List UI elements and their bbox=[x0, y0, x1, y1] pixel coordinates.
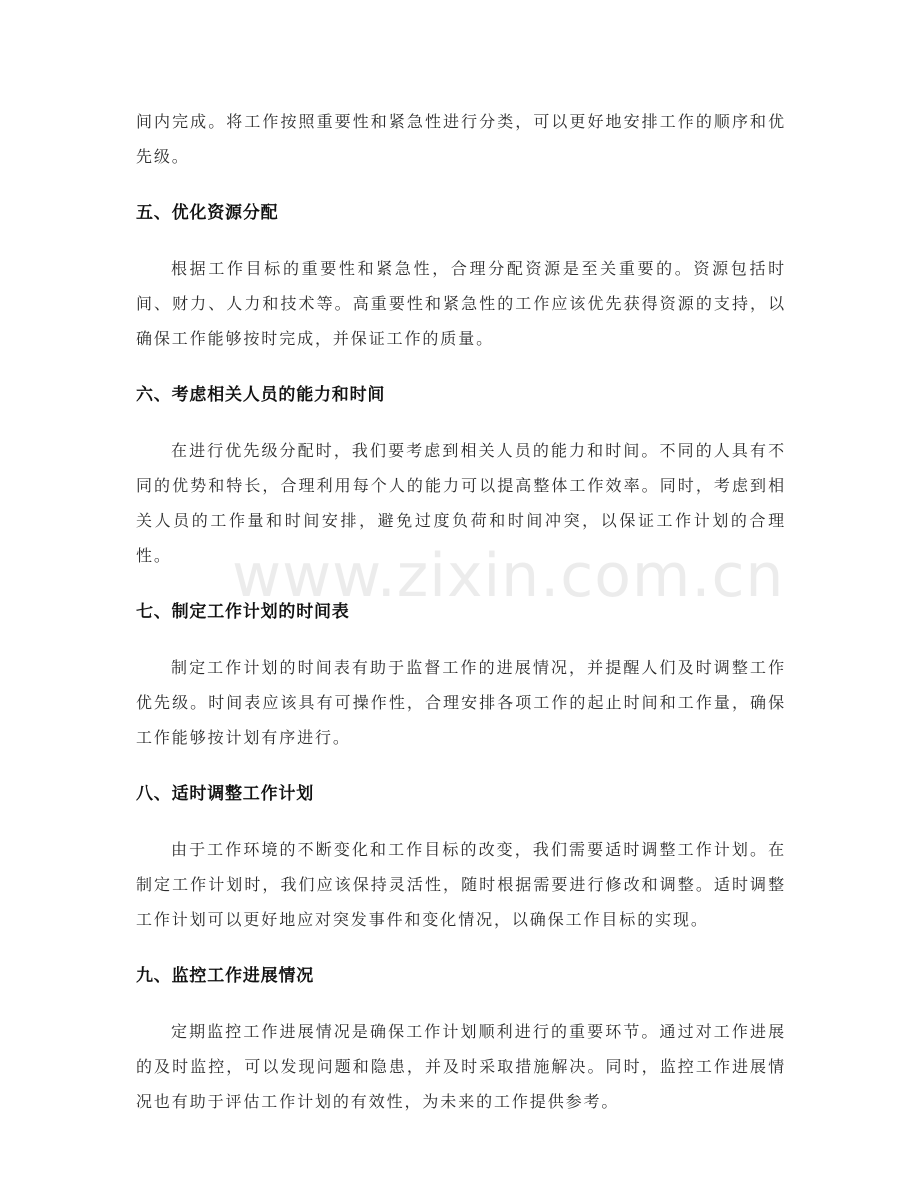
intro-paragraph: 间内完成。将工作按照重要性和紧急性进行分类，可以更好地安排工作的顺序和优先级。 bbox=[136, 112, 786, 166]
section-5-heading: 五、优化资源分配 bbox=[136, 203, 279, 223]
section-9-heading: 九、监控工作进展情况 bbox=[136, 966, 314, 986]
section-7-paragraph: 制定工作计划的时间表有助于监督工作的进展情况，并提醒人们及时调整工作优先级。时间表应该具有可操作性，合理安排各项工作的起止时间和工作量，确保工作能够按计划有序进行。 bbox=[136, 658, 786, 747]
section-6-heading: 六、考虑相关人员的能力和时间 bbox=[136, 385, 386, 405]
section-9-paragraph: 定期监控工作进展情况是确保工作计划顺利进行的重要环节。通过对工作进展的及时监控，可以发现问题和隐患，并及时采取措施解决。同时，监控工作进展情况也有助于评估工作计划的有效性，为未来的工作提供参考。 bbox=[136, 1022, 786, 1111]
section-6-paragraph: 在进行优先级分配时，我们要考虑到相关人员的能力和时间。不同的人具有不同的优势和特长，合理利用每个人的能力可以提高整体工作效率。同时，考虑到相关人员的工作量和时间安排，避免过度负荷和时间冲突，以保证工作计划的合理性。 bbox=[136, 441, 786, 565]
watermark: www.zixin.com.cn bbox=[232, 541, 785, 611]
section-7-heading: 七、制定工作计划的时间表 bbox=[136, 602, 350, 622]
section-8-heading: 八、适时调整工作计划 bbox=[136, 784, 314, 804]
section-5-paragraph: 根据工作目标的重要性和紧急性，合理分配资源是至关重要的。资源包括时间、财力、人力和技术等。高重要性和紧急性的工作应该优先获得资源的支持，以确保工作能够按时完成，并保证工作的质量。 bbox=[136, 259, 786, 348]
section-8-paragraph: 由于工作环境的不断变化和工作目标的改变，我们需要适时调整工作计划。在制定工作计划时，我们应该保持灵活性，随时根据需要进行修改和调整。适时调整工作计划可以更好地应对突发事件和变化情况，以确保工作目标的实现。 bbox=[136, 840, 786, 929]
document-body bbox=[136, 104, 786, 1119]
